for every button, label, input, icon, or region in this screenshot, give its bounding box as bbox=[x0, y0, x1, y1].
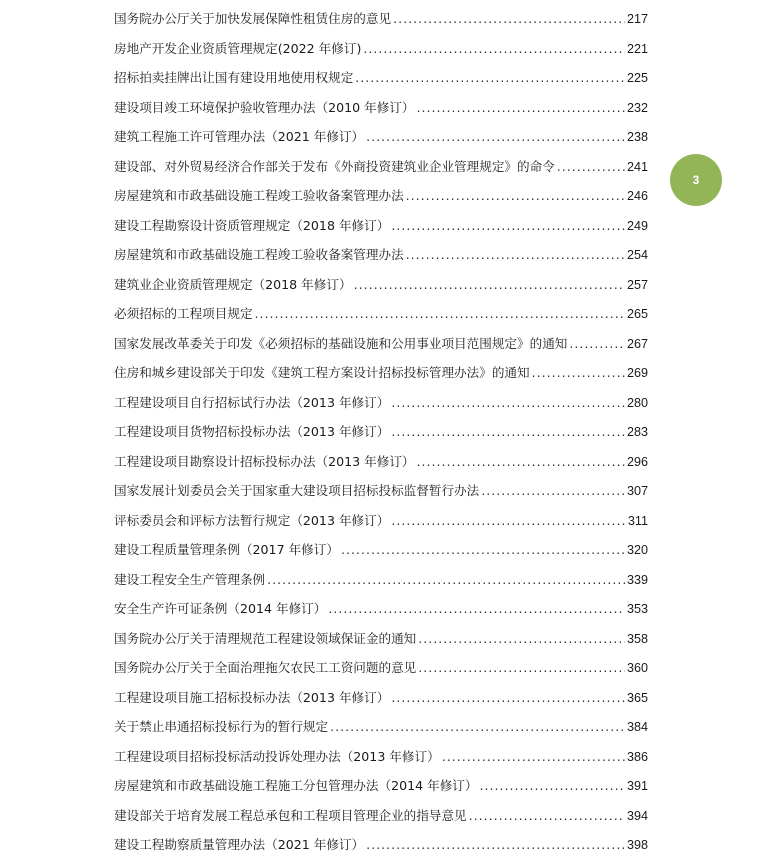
toc-entry[interactable] bbox=[114, 34, 648, 64]
toc-entry[interactable] bbox=[114, 152, 648, 182]
toc-leader-dots bbox=[393, 4, 625, 34]
toc-entry-title: 建筑业企业资质管理规定（2018 年修订） bbox=[114, 276, 352, 292]
toc-entry-page: 232 bbox=[626, 100, 648, 115]
toc-entry-page: 265 bbox=[626, 307, 648, 321]
toc-entry-title: 国务院办公厅关于全面治理拖欠农民工工资问题的意见 bbox=[114, 660, 417, 675]
toc-entry[interactable] bbox=[114, 358, 648, 388]
toc-leader-dots bbox=[391, 211, 625, 241]
toc-entry-title: 建设项目竣工环境保护验收管理办法（2010 年修订） bbox=[114, 99, 415, 115]
toc-entry-page: 311 bbox=[627, 513, 648, 528]
toc-leader-dots bbox=[366, 830, 625, 860]
toc-leader-dots bbox=[391, 506, 626, 536]
toc-entry-title: 工程建设项目自行招标试行办法（2013 年修订） bbox=[114, 394, 390, 410]
toc-entry-title: 国家发展计划委员会关于国家重大建设项目招标投标监督暂行办法 bbox=[114, 483, 480, 498]
toc-entry[interactable] bbox=[114, 63, 648, 93]
toc-entry[interactable] bbox=[114, 506, 648, 536]
table-of-contents bbox=[114, 4, 648, 860]
toc-entry-title: 房地产开发企业资质管理规定(2022 年修订) bbox=[114, 40, 362, 56]
toc-entry-page: 254 bbox=[626, 248, 648, 262]
toc-entry-title: 招标拍卖挂牌出让国有建设用地使用权规定 bbox=[114, 70, 354, 85]
toc-entry-title: 建设工程安全生产管理条例 bbox=[114, 571, 266, 587]
toc-entry-title: 评标委员会和评标方法暂行规定（2013 年修订） bbox=[114, 512, 390, 528]
toc-entry-title: 国务院办公厅关于清理规范工程建设领域保证金的通知 bbox=[114, 630, 417, 646]
toc-entry-page: 238 bbox=[626, 130, 648, 144]
toc-entry-page: 217 bbox=[626, 12, 648, 26]
toc-leader-dots bbox=[406, 181, 625, 211]
toc-entry-page: 296 bbox=[626, 454, 648, 469]
toc-entry-page: 280 bbox=[626, 395, 648, 410]
toc-entry[interactable] bbox=[114, 565, 648, 595]
toc-entry[interactable] bbox=[114, 417, 648, 447]
toc-entry-page: 241 bbox=[626, 159, 648, 174]
toc-leader-dots bbox=[469, 801, 625, 831]
toc-entry[interactable] bbox=[114, 742, 648, 772]
toc-entry-page: 398 bbox=[626, 838, 648, 852]
toc-entry-page: 339 bbox=[626, 572, 648, 587]
toc-entry[interactable] bbox=[114, 93, 648, 123]
toc-entry[interactable] bbox=[114, 476, 648, 506]
toc-leader-dots bbox=[569, 329, 625, 359]
toc-entry[interactable] bbox=[114, 594, 648, 624]
toc-entry[interactable] bbox=[114, 712, 648, 742]
toc-entry-page: 267 bbox=[626, 336, 648, 351]
toc-entry-title: 住房和城乡建设部关于印发《建筑工程方案设计招标投标管理办法》的通知 bbox=[114, 365, 530, 380]
toc-entry-page: 225 bbox=[626, 71, 648, 85]
toc-entry-page: 246 bbox=[626, 189, 648, 203]
toc-entry-title: 房屋建筑和市政基础设施工程施工分包管理办法（2014 年修订） bbox=[114, 778, 478, 793]
toc-entry-title: 房屋建筑和市政基础设施工程竣工验收备案管理办法 bbox=[114, 247, 404, 262]
toc-entry-page: 249 bbox=[626, 218, 648, 233]
toc-leader-dots bbox=[255, 299, 625, 329]
toc-entry[interactable] bbox=[114, 653, 648, 683]
toc-entry[interactable] bbox=[114, 4, 648, 34]
toc-entry-page: 353 bbox=[626, 602, 648, 616]
toc-entry-title: 必须招标的工程项目规定 bbox=[114, 306, 253, 321]
toc-leader-dots bbox=[341, 535, 625, 565]
toc-entry-page: 358 bbox=[626, 631, 648, 646]
toc-entry-page: 283 bbox=[626, 425, 648, 439]
toc-entry-page: 365 bbox=[626, 690, 648, 705]
toc-leader-dots bbox=[363, 34, 625, 64]
toc-entry[interactable] bbox=[114, 240, 648, 270]
toc-entry-title: 房屋建筑和市政基础设施工程竣工验收备案管理办法 bbox=[114, 188, 404, 203]
toc-leader-dots bbox=[481, 476, 625, 506]
toc-entry[interactable] bbox=[114, 771, 648, 801]
toc-leader-dots bbox=[418, 624, 625, 654]
toc-entry-title: 建设部、对外贸易经济合作部关于发布《外商投资建筑业企业管理规定》的命令 bbox=[114, 158, 555, 174]
toc-entry-title: 建筑工程施工许可管理办法（2021 年修订） bbox=[114, 129, 365, 144]
toc-leader-dots bbox=[391, 388, 625, 418]
toc-entry[interactable] bbox=[114, 299, 648, 329]
toc-leader-dots bbox=[267, 565, 625, 595]
toc-entry-page: 307 bbox=[626, 484, 648, 498]
toc-leader-dots bbox=[406, 240, 625, 270]
toc-entry-title: 建设工程勘察质量管理办法（2021 年修订） bbox=[114, 837, 365, 852]
toc-entry-page: 394 bbox=[626, 808, 648, 823]
toc-entry-page: 320 bbox=[626, 543, 648, 557]
toc-entry-title: 关于禁止串通招标投标行为的暂行规定 bbox=[114, 719, 329, 734]
toc-entry[interactable] bbox=[114, 447, 648, 477]
toc-leader-dots bbox=[442, 742, 625, 772]
toc-entry-title: 工程建设项目施工招标投标办法（2013 年修订） bbox=[114, 689, 390, 705]
toc-entry[interactable] bbox=[114, 181, 648, 211]
toc-entry-page: 269 bbox=[626, 366, 648, 380]
toc-entry-page: 384 bbox=[626, 720, 648, 734]
toc-entry-title: 工程建设项目货物招标投标办法（2013 年修订） bbox=[114, 424, 390, 439]
toc-entry[interactable] bbox=[114, 329, 648, 359]
toc-entry-title: 工程建设项目招标投标活动投诉处理办法（2013 年修订） bbox=[114, 748, 440, 764]
toc-entry-title: 国务院办公厅关于加快发展保障性租赁住房的意见 bbox=[114, 11, 392, 26]
toc-entry-page: 257 bbox=[626, 277, 648, 292]
toc-entry-title: 工程建设项目勘察设计招标投标办法（2013 年修订） bbox=[114, 453, 415, 469]
toc-leader-dots bbox=[391, 417, 625, 447]
toc-leader-dots bbox=[354, 270, 625, 300]
toc-entry-page: 221 bbox=[626, 41, 648, 56]
toc-leader-dots bbox=[355, 63, 625, 93]
toc-leader-dots bbox=[417, 93, 625, 123]
toc-entry[interactable] bbox=[114, 535, 648, 565]
toc-entry[interactable] bbox=[114, 624, 648, 654]
toc-entry-title: 安全生产许可证条例（2014 年修订） bbox=[114, 601, 327, 616]
toc-entry-title: 建设工程勘察设计资质管理规定（2018 年修订） bbox=[114, 217, 390, 233]
toc-entry[interactable] bbox=[114, 830, 648, 860]
toc-leader-dots bbox=[418, 653, 625, 683]
toc-entry[interactable] bbox=[114, 211, 648, 241]
toc-entry-title: 国家发展改革委关于印发《必须招标的基础设施和公用事业项目范围规定》的通知 bbox=[114, 335, 568, 351]
toc-entry[interactable] bbox=[114, 270, 648, 300]
toc-leader-dots bbox=[532, 358, 625, 388]
toc-entry-title: 建设部关于培育发展工程总承包和工程项目管理企业的指导意见 bbox=[114, 807, 467, 823]
toc-leader-dots bbox=[366, 122, 625, 152]
toc-entry-page: 386 bbox=[626, 749, 648, 764]
toc-leader-dots bbox=[480, 771, 625, 801]
toc-leader-dots bbox=[391, 683, 625, 713]
toc-leader-dots bbox=[557, 152, 625, 182]
toc-entry[interactable] bbox=[114, 388, 648, 418]
toc-entry[interactable] bbox=[114, 683, 648, 713]
toc-leader-dots bbox=[417, 447, 625, 477]
toc-entry[interactable] bbox=[114, 801, 648, 831]
page-number-badge bbox=[670, 154, 722, 206]
toc-entry-title: 建设工程质量管理条例（2017 年修订） bbox=[114, 542, 339, 557]
page-number: 3 bbox=[692, 173, 700, 187]
toc-leader-dots bbox=[330, 712, 625, 742]
toc-entry[interactable] bbox=[114, 122, 648, 152]
toc-entry-page: 391 bbox=[626, 779, 648, 793]
toc-leader-dots bbox=[328, 594, 625, 624]
toc-entry-page: 360 bbox=[626, 661, 648, 675]
